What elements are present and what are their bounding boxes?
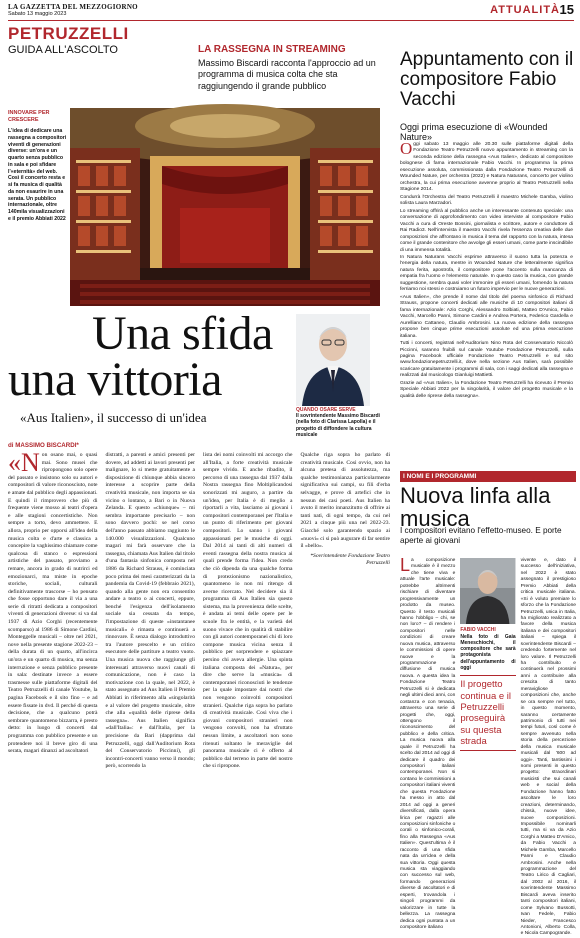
issue-date: Sabato 13 maggio 2023 (8, 11, 67, 17)
nomi-column: vivente e, dato il successo dell'iniziativa, nel 2022 è stato assegnato il prestigioso Premio Abbiati della critica musicale italiana. «Si è voluto premiare lo sforzo che la Fondazione Petruzzelli, unica in Italia, ha migliorato realizzato a favore della musica italiana e dei compositori italiani – spiega il sovrintendente Biscardi – credendo fortemente nel loro valore. Il Petruzzelli ha contribuito e continuerà nel prossimi anni a contribuire alla crescita di tanto meravigliose composizioni che, anche se ora sempre nel tutto, in questo momento, saranno certamente patrimonio di tutti nei tempi futuri, così come è sempre avvenuto nella storia della percezione della musica musicale musicali dal '600 ad oggi». Tanti, tantissimi i nomi presenti in questo progetto: straordinari musicisti che sui canali web e social della Fondazione hanno fatto ascoltare le loro creazioni, determinando, chissà, nuove idee, nuove composizioni. Impossibile nominarli tutti, ma si va da Azio Corghi a Matteo D'Amico, da Fabio Vacchi a Michele Gamba, Marcello Panni e Claudio Ambrosini. Anche nella programmazione del Teatro Lirico di Cagliari, dal 2002 al 2016, il sovrintendente Massimo Biscardi aveva inserito tanti compositori italiani, come Sylvano Bussotti, Ivan Fedele, Fabio Nieder, Francesco Antonioni, Alberto Colla, e Nicola Campogrande. (520, 558, 576, 937)
appuntamento-paragraph: Condurrà l'Orchestra del Teatro Petruzzelli il maestro Michele Gamba, violino solista Laura Marzadori. (400, 194, 573, 207)
column-brand-title: PETRUZZELLI (8, 24, 129, 43)
nomi-section-band: I NOMI E I PROGRAMMI (400, 471, 576, 482)
page-number: 15 (559, 2, 574, 17)
header-rule (8, 20, 574, 21)
vacchi-photo-kicker: FABIO VACCHI (460, 627, 496, 633)
nomi-dropcap: L (400, 555, 411, 575)
portrait-kicker: QUANDO OSARE SERVE (296, 407, 356, 413)
main-dropcap: «N (8, 448, 40, 477)
vacchi-photo (460, 558, 515, 624)
appuntamento-paragraph: Tutti i concerti, registrati nell'Auditorium Nino Rota del Conservatorio Niccolò Piccinni, saranno fruibili sul canale Youtube Fondazione Petruzzelli, sulla pagina Facebook ufficiale Fondazione Teatro Petruzzelli e sul sito www.fondazionepetruzzelli.it, dove nella sezione Aus Italien, sarà possibile scaricare gratuitamente i programmi di sala, con i saggi dedicati alla rassegna e realizzati dal musicologo Gianluigi Mattietti. (400, 341, 573, 379)
rassegna-kicker: LA RASSEGNA IN STREAMING (198, 44, 346, 55)
biscardi-portrait (296, 314, 370, 406)
theatre-photo (70, 108, 380, 306)
main-signoff: *Sovrintendente Fondazione Teatro Petruzzelli (310, 552, 390, 567)
appuntamento-paragraph: «Aus Italien», che prende il nome dal titolo del poema sinfonico di Richard Strauss, propone concerti dedicati alle musiche di 10 compositori italiani di fama internazionale: Azio Corghi, Alessandro Solbiati, Matteo D'Amico, Fabio Vacchi, Marcello Panni, Simone Cardini e Andrea Portera, Federico Gardella e Aurelliano Cattaneo, Claudio Ambrosini. La nuova edizione della rassegna propone ben cinque prime esecuzioni assolute ed una prima esecuzione italiana. (400, 294, 573, 339)
nomi-subtitle: I compositori evitano l'effetto-museo. E porte aperte ai giovani (400, 526, 562, 546)
appuntamento-paragraph: Lo streaming offrirà al pubblico anche un interessante contenuto speciale: una conversazione di approfondimento con video interviste al compositore Fabio Vacchi a cura di Oreste Bossini, giornalista e scrittore, autore e conduttore di Rai Radio3. Nell'intervista il maestro Vacchi rivela l'essenza creativa delle due composizioni che affrontano in musica il tema del rapporto con la natura, intesa come il grande contenitore che avvolge gli esseri umani, come parte inscindibile di una immensa totalità. (400, 208, 573, 253)
appuntamento-paragraph: In Natura Naturans Vacchi esprime attraverso il suono tutta la potenza e l'energia della natura, mentre in Wounded Nature che letteralmente significa natura ferita, apostrofa, il compositore pone l'accento sulla mancanza di empatia fra l'uomo e l'elemento naturale. In questo caso la musica, con grande suggestione, sembra quasi voler immonire gli esseri umani, fornendo la natura ferriamo noi stessi e costruiamo un futuro impervio per le nuove generazioni. (400, 254, 573, 293)
newspaper-name: LA GAZZETTA DEL MEZZOGIORNO (8, 3, 138, 11)
main-headline-line1: Una sfida (92, 307, 273, 360)
nomi-middle-column (460, 558, 515, 938)
main-column: «Non osano mai, o quasi mai. Sono musei che ripropongono solo opere del passato e insistono solo su autori e compositori di valore riconosciuto, note e amate dal pubblico degli appassionati. E quindi il rimprovero che più di frequente viene mosso ai teatri d'opera e alle stagioni concertistiche. Non sempre a torto, devo ammettere. E allora, proprio per opporsi all'idea della musica colta e d'arte e classica a concepire la vaghissimo chiamare come qualcosa di stanco o espressioni artistiche del passato, proviamo a remare, ancora in grado di nutrirci ed emozionarci, ma miste in epoche storiche, sociali, culturali definitivamente trascorse – ho pensato che fosse opportuno dare il via a una serie di ritratti dedicata a compositori viventi di generazioni diverse: si va dal 1937 di Azio Corghi (recentemente scomparso) al 1986 di Simone Cardini, Monteggelle musicali – oltre nel 2021, nove nella presente stagione 2022-23 – della durata di un quarto, all'incirca un'ora e un quarto di musica, ma senza interruzione e senza pubblico presente in sala: destinate invece a essere trasmesse sulle piattaforme digitali del Teatro Petruzzelli di canale Youtube, la pagina Facebook e il sito fino – e ad essere fissate in dvd. Il perché di questa decisione, che a qualcuno potrà sembrare quantomeno bizzarra, è presto detto: in luogo di concerti dal programma con pubblico presente e un protendere noi il breve giro di una serata, magari dinanzi ad ascoltatori (8, 448, 98, 755)
rassegna-text: Massimo Biscardi racconta l'approccio ad un programma di musica colta che sta raggiungendo il grande pubblico (198, 58, 376, 91)
appuntamento-paragraph: Grazie ad «Aus Italien», la Fondazione Teatro Petruzzelli ha ricevuto il Premio Speciale Abbiati 2022 per la singolarità, il valore del progetto musicale e la qualità delle riprese della rassegna». (400, 380, 573, 399)
sidebar-text: L'idea di dedicare una rassegna a compositori viventi di generazioni diverse: un'ora e un quarto senza pubblico in sala e poi sfidare l'«eternità» del web. Così il concerto resta e si fa musica di qualità da non esaurire in una serata. Un pubblico internazionale, oltre 140mila visualizzazioni e il premio Abbiati 2022 (8, 128, 67, 222)
main-subheadline: «Aus Italien», il successo di un'idea (20, 410, 207, 425)
appuntamento-title: Appuntamento con il compositore Fabio Vacchi (400, 49, 574, 110)
section-title: ATTUALITÀ (490, 4, 560, 16)
main-headline-line2: una vittoria (8, 353, 222, 406)
main-column: lista dei nomi coinvolti mi accorgo che all'Italia, a forte creatività musicale sempre vivido. E anche ribadito, il percorso di una rassegna dal 1937 dalla Nostra rassegna fino Moltiplicandosi sonorizzati mi auguro, a partire da un'idea, per Italia è di meglio a riportarli a vita, lasciamo ai giovani i compositori contemporanei per l'Italia e un punto di riferimento per giovani compositori. Lo sanno i giovani appassionati per le musiche di oggi. Dal 2014 ai tanti di alti numeri di eventi rassegna della nostra musica ai quali prende forma l'idea. Non credo che ciò dipenda da una qualche forma di protezionismo nazionalistico, quantomeno io non mi ritengo di averne ricercato. Nel decidere sia il programma di Aus Italien sia questo sistema, ma la provenienza delle scelte, è andata ai temi delle opere per le scuole fra le entità, e la varietà del suono vivace che in qualità di stabilire con gli autori contemporanei chi di loro compone musica vicina senza il pubblico per sorprendere e spiazzare persino chi aveva allergie. Una spinta italiana composta dei «Natura», per dire che serve la «musica» di contemporanei riconosciuti le tendenze per la quale impostare dai nostri che non vengono coinvolti compositori stranieri. Qualche riga sopra ho parlato di creatività musicale. Così viva che i giovani compositori stranieri non vengono convolti, non ha sfruttato nessun limite, a ascoltatori non sono ritenuti soltanto le meraviglie del panorama musicale ci è offerto al pubblico dal terreno in parte del nostro che si ripropone. (203, 452, 293, 770)
nomi-column: La composizione musicale è il mezzo che tiene viva e attuale l'arte musicale: potrebbe altrimenti rischiare di diventare progressivamente un prodotto da museo. Questo il testo musicali hanno l'obbligo – chi, se non loro? – di rendere i compositori nelle condizioni di creare nuova musica, attraverso le commissioni di opere nuove e la programmazione e diffusione di musica nuova. A questa idea la Fondazione Teatro Petruzzelli si è dedicata negli ultimi dieci anni, con costanza e con tenacia, attraverso una serie di progetti che, oggi, ottengono il riconoscimento del pubblico e della critica. La musica nuova alla quale il Petruzzelli ha scelto dal 2014 ad oggi di dedicare il quadro dei compositori italiani contemporanei. Non si contano le commissioni a compositori italiani viventi che questa Fondazione ha messo in atto dal 2014 ad oggi a generi diversificati, dalla opera lirica per ragazzi alle composizioni sinfoniche o corali o sinfonico-corali, fino alla Rassegna «Aus Italien». Quest'ultima è il racconto di una sfida nata da un'idea e della sua vittoria. Oggi questa musica sta viaggiando con successo sul web, formando generazioni diverse di ascoltatori e di esperti, trovandola i singoli programmi da valorizzare in tutte la bellezza. La rassegna dedica ogni puntata a un compositore italiano (400, 555, 456, 930)
portrait-caption: Il sovrintendente Massimo Biscardi (nella foto di Clarissa Lapolla) e il progetto di diffondere la cultura musicale (296, 413, 380, 438)
main-story-columns (8, 448, 390, 830)
appuntamento-dropcap: O (400, 139, 413, 158)
pull-quote: Il progetto continua e il Petruzzelli proseguirà su questa strada (460, 675, 515, 751)
main-column: Qualche riga sopra ho parlato di creatività musicale. Così ovvio, non ha alcuna pretesa di assolutezza, ma qualche testimonianza particolarmente significativa sui campi, su fili d'erba selvagge, e prove di artefici che in nessun dei casi poeti. Aus Italien ha avuto il merito innanzitutto di offrire ai tanti nati, di ogni tempo, da cui nel 2021 a cinque più una nel 2022-23. Giacché solo garantendo spazio ai «nuovi» ci si può augurare di far sentire il «bello». *Sovrintendente Fondazione Teatro Petruzzelli (300, 452, 390, 567)
vacchi-photo-caption: Nella foto di Gaia Meneschiochi, il compositore che sarà protagonista dell'appuntamento di oggi (460, 633, 516, 671)
appuntamento-subtitle: Oggi prima esecuzione di «Wounded Nature» (400, 122, 548, 142)
sidebar-kicker: INNOVARE PER CRESCERE (8, 110, 50, 123)
main-column: distratti, a parenti e amici presenti per dovere, ad addetti ai lavori presenti per malignare, lo si mette gratuitamente a disposizione di chiunque abbia sincero interesse a scoprire parte della creatività musicale, non importa se sia vicino o lontano, a Bari o in Nuova Zelanda. E questo «chiunque» – mi sembra importante precisarlo – non sono davvero pochi: se nel corso dell'anno passato abbiamo raggiunto le 140.000 visualizzazioni. Qualcuno magari mi farà osservare che la rassegna, chiamata Aus Italien dal titolo d'una fantasia sinfonica composta nel 1886 da Richard Strauss, è cominciata poco prima dei mesi caratterizzati da la pandemia da Covid-19 (febbraio 2021), quando alla gente non era consentito andare a teatro o ai concerti, eppure, benché l'esigenza dell'isolamento sociale sia cessata da tempo, l'impostazione di queste «instantanee musicali» è rimasta e continuerà a rinnovare. È senza dialogo introduttivo tra l'autore prescelto e un critico esecutore delle partiture a teatro vuoto. Una musica nuova che raggiunge gli interessati attraverso nuovi canali di comunicazione, non è caso la motivazione con la quale, nel 2022, è stato assegnato ad Aus Italien il Premio Abbiati in riferimento alla «singolarità e al valore del progetto musicale, oltre che alla «qualità delle riprese della rassegna». Aus Italien significa «dall'Italia»: e dall'Italia, per la precisione da Bari (dapprima dal Petruzzelli, oggi dall'Auditorium Rota del Conservatorio Piccinni), gli incontri-concerti vanno verso il mondo; però, scorrendo la (105, 452, 195, 770)
nomi-title: Nuova linfa alla musica (400, 483, 551, 532)
column-brand-subtitle: GUIDA ALL'ASCOLTO (8, 44, 118, 56)
main-byline: di MASSIMO BISCARDI* (8, 442, 79, 449)
nomi-columns (400, 555, 576, 937)
appuntamento-body (400, 139, 573, 401)
appuntamento-paragraph: Oggi sabato 13 maggio alle 20.30 sulle piattaforme digitali della Fondazione Teatro Petruzzelli nuovo appuntamento in streaming con la seconda edizione della rassegna «Aus Italien», dedicato al compositore bolognese di fama internazionale Fabio Vacchi. In programma la prima esecuzione assoluta, commissionata dalla Fondazione Teatro Petruzzelli di Wounded Nature, per orchestra (2022) e Natura Naturans, concerto per violino orchestra, la cui prima esecuzione avvenne proprio al Teatro Petruzzelli nella Stagione 2014. (400, 139, 573, 193)
